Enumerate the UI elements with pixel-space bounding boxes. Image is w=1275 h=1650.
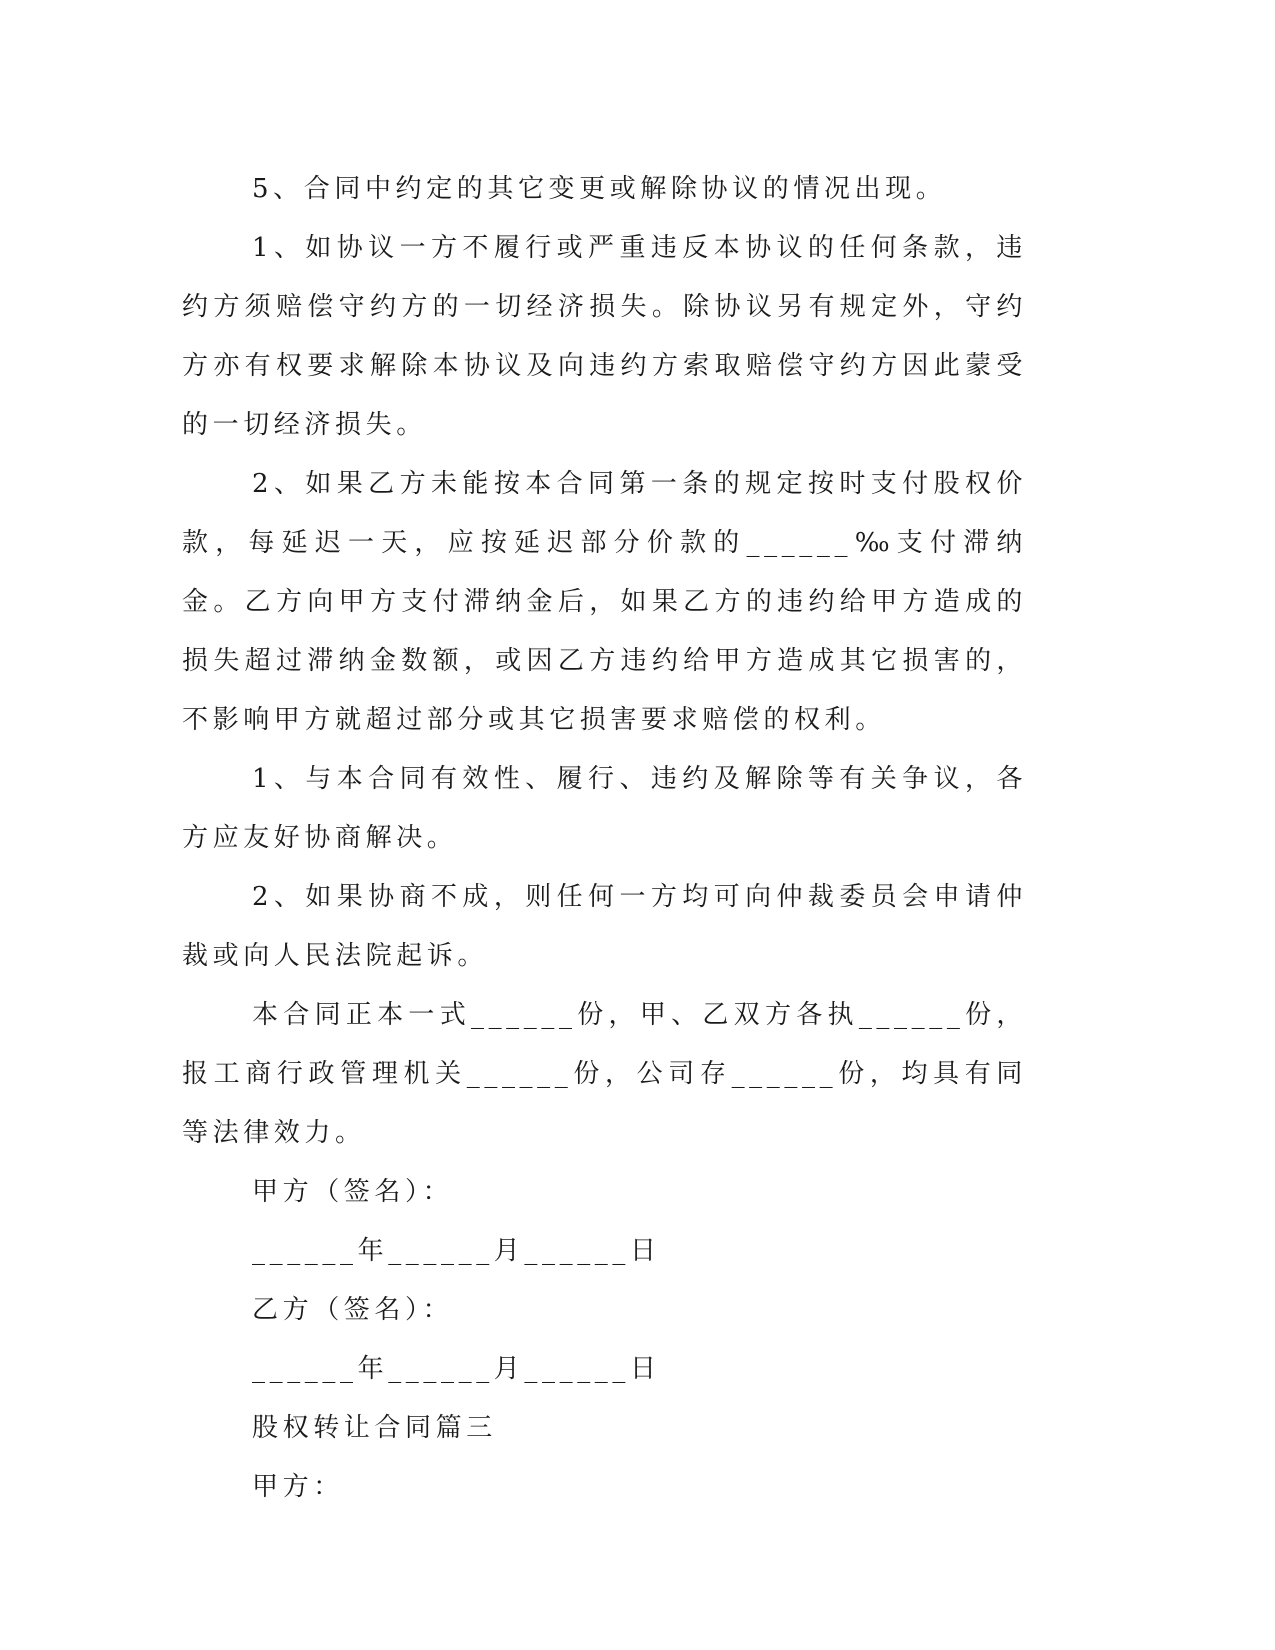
- paragraph-contract-copies: 本合同正本一式______份，甲、乙双方各执______份，报工商行政管理机关______份，公司存______份，均具有同等法律效力。: [182, 1000, 1027, 1148]
- party-a-signature-label: 甲方（签名）：: [252, 1177, 454, 1207]
- paragraph-dispute-arbitration: 2、如果协商不成，则任何一方均可向仲裁委员会申请仲裁或向人民法院起诉。: [182, 882, 1027, 971]
- paragraph-dispute-negotiation: 1、与本合同有效性、履行、违约及解除等有关争议，各方应友好协商解决。: [182, 764, 1027, 853]
- paragraph-breach-compensation: 1、如协议一方不履行或严重违反本协议的任何条款，违约方须赔偿守约方的一切经济损失。除协议另有规定外，守约方亦有权要求解除本协议及向违约方索取赔偿守约方因此蒙受的一切经济损失。: [182, 233, 1027, 440]
- section-title: 股权转让合同篇三: [252, 1413, 497, 1443]
- party-b-signature-date: ______年______月______日: [252, 1354, 661, 1384]
- document-body: [182, 160, 1027, 1517]
- party-b-signature-label: 乙方（签名）：: [252, 1295, 454, 1325]
- next-party-label: 甲方：: [252, 1472, 344, 1502]
- party-a-signature-date: ______年______月______日: [252, 1236, 661, 1266]
- paragraph-termination-clause-5: 5、合同中约定的其它变更或解除协议的情况出现。: [252, 174, 947, 204]
- paragraph-late-payment-penalty: 2、如果乙方未能按本合同第一条的规定按时支付股权价款，每延迟一天，应按延迟部分价款的______‰支付滞纳金。乙方向甲方支付滞纳金后，如果乙方的违约给甲方造成的损失超过滞纳金数额，或因乙方违约给甲方造成其它损害的，不影响甲方就超过部分或其它损害要求赔偿的权利。: [182, 469, 1027, 735]
